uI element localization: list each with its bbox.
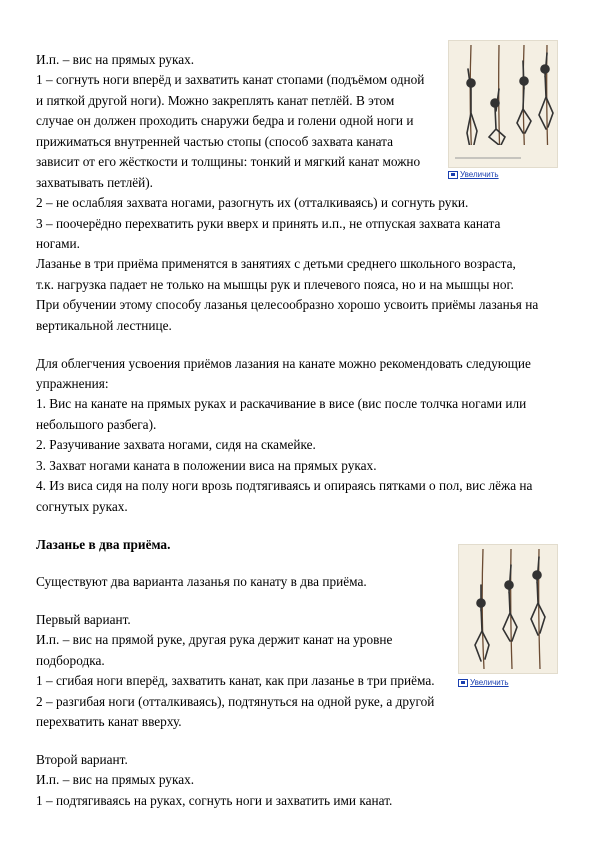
text-line: согнутых руках. (36, 499, 128, 514)
zoom-icon (458, 679, 468, 687)
text-line: 4. Из виса сидя на полу ноги врозь подтягиваясь и опираясь пятками о пол, вис лёжа на (36, 478, 533, 493)
text-line: и пяткой другой ноги). Можно закреплять канат петлёй. В этом (36, 93, 395, 108)
text-line: упражнения: (36, 376, 109, 391)
text-line: Первый вариант. (36, 612, 131, 627)
figure-rope-climbing-two-steps (458, 544, 558, 674)
text-line: 1 – подтягиваясь на руках, согнуть ноги и захватить ими канат. (36, 793, 393, 808)
text-line: 2 – не ослабляя захвата ногами, разогнуть их (отталкиваясь) и согнуть руки. (36, 195, 469, 210)
text-line: небольшого разбега). (36, 417, 157, 432)
zoom-link[interactable] (458, 678, 509, 687)
text-line: Лазанье в три приёма применятся в занятиях с детьми среднего школьного возраста, (36, 256, 516, 271)
text-line: ногами. (36, 236, 80, 251)
text-line: При обучении этому способу лазанья целесообразно хорошо усвоить приёмы лазанья на (36, 297, 539, 312)
text-line: т.к. нагрузка падает не только на мышцы рук и плечевого пояса, но и на мышцы ног. (36, 277, 514, 292)
text-line: 1. Вис на канате на прямых руках и раскачивание в висе (вис после толчка ногами или (36, 396, 527, 411)
text-line: подбородка. (36, 653, 105, 668)
rope-climbing-illustration (459, 545, 557, 673)
text-line: перехватить канат вверху. (36, 714, 182, 729)
text-line: зависит от его жёсткости и толщины: тонкий и мягкий канат можно (36, 154, 421, 169)
text-line: 2 – разгибая ноги (отталкиваясь), подтянуться на одной руке, а другой (36, 694, 435, 709)
text-line: захватывать петлёй). (36, 175, 153, 190)
text-line: Второй вариант. (36, 752, 128, 767)
zoom-icon (448, 171, 458, 179)
zoom-link-label: Увеличить (470, 678, 509, 687)
figure-rope-climbing-three-steps (448, 40, 558, 168)
zoom-link[interactable] (448, 170, 499, 179)
text-line: 1 – согнуть ноги вперёд и захватить канат стопами (подъёмом одной (36, 72, 425, 87)
text-line: И.п. – вис на прямых руках. (36, 772, 195, 787)
text-line: случае он должен проходить снаружи бедра и голени одной ноги и (36, 113, 414, 128)
text-line: И.п. – вис на прямых руках. (36, 52, 195, 67)
text-line: прижиматься внутренней частью стопы (способ захвата каната (36, 134, 394, 149)
text-line: 1 – сгибая ноги вперёд, захватить канат, как при лазанье в три приёма. (36, 673, 435, 688)
text-line: Для облегчения усвоения приёмов лазания на канате можно рекомендовать следующие (36, 356, 531, 371)
section-heading: Лазанье в два приёма. (36, 537, 171, 552)
text-line: 3 – поочерёдно перехватить руки вверх и принять и.п., не отпуская захвата каната (36, 216, 501, 231)
text-line: И.п. – вис на прямой руке, другая рука держит канат на уровне (36, 632, 393, 647)
text-line: вертикальной лестнице. (36, 318, 172, 333)
text-line: 3. Захват ногами каната в положении виса на прямых руках. (36, 458, 377, 473)
text-line: 2. Разучивание захвата ногами, сидя на скамейке. (36, 437, 316, 452)
rope-climbing-illustration (449, 41, 557, 167)
text-line: Существуют два варианта лазанья по канату в два приёма. (36, 574, 367, 589)
zoom-link-label: Увеличить (460, 170, 499, 179)
